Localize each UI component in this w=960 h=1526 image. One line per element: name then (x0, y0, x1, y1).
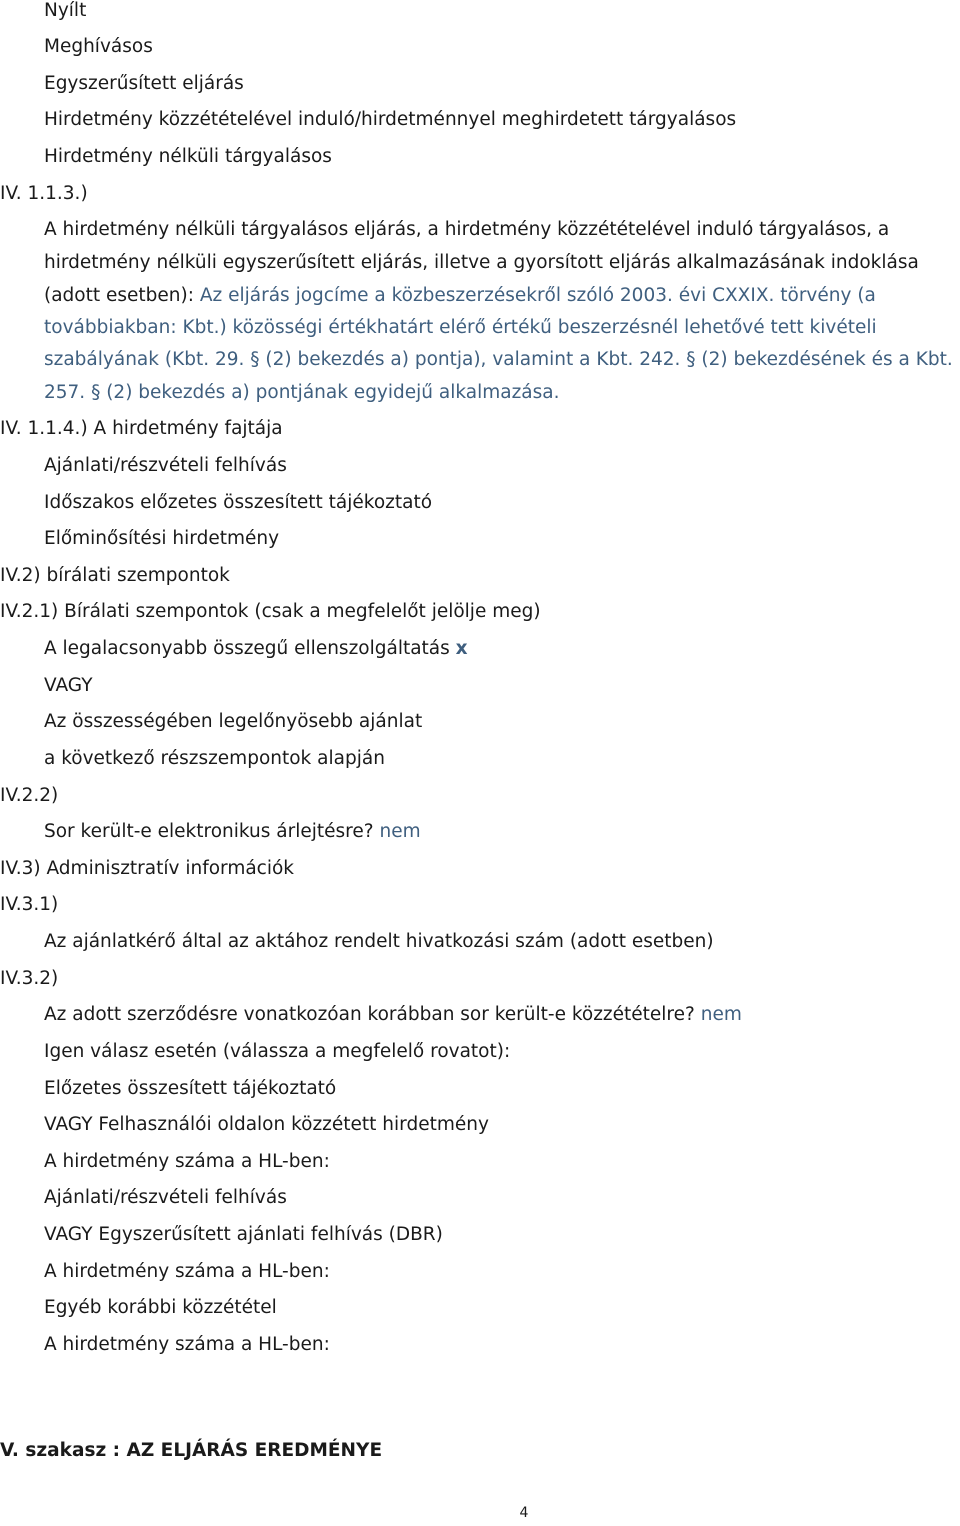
previous-publication-line: Előzetes összesített tájékoztató (44, 1078, 337, 1099)
criterion-lowest-price-label: A legalacsonyabb összegű ellenszolgáltatás (44, 638, 450, 659)
procedure-type-restricted: Meghívásos (44, 36, 153, 57)
section-v-heading: V. szakasz : AZ ELJÁRÁS EREDMÉNYE (0, 1440, 383, 1461)
procedure-type-simplified: Egyszerűsített eljárás (44, 73, 244, 94)
notice-type-item: Ajánlati/részvételi felhívás (44, 455, 287, 476)
section-label-iv-1-1-3: IV. 1.1.3.) (0, 183, 88, 204)
justification-question-line: hirdetmény nélküli egyszerűsített eljárás, illetve a gyorsított eljárás alkalmazásának indoklása (44, 252, 919, 273)
previous-publication-line: A hirdetmény száma a HL-ben: (44, 1261, 330, 1282)
criterion-lowest-price (44, 636, 468, 662)
notice-type-item: Előminősítési hirdetmény (44, 528, 280, 549)
section-label-iv-3-1: IV.3.1) (0, 894, 59, 915)
previous-publication-line: Egyéb korábbi közzététel (44, 1297, 277, 1318)
notice-type-item: Időszakos előzetes összesített tájékoztató (44, 492, 433, 513)
justification-answer-line: 257. § (2) bekezdés a) pontjának egyidejű alkalmazása. (44, 382, 560, 403)
section-label-iv-1-1-4: IV. 1.1.4.) A hirdetmény fajtája (0, 418, 283, 439)
justification-answer-line: Az eljárás jogcíme a közbeszerzésekről szóló 2003. évi CXXIX. törvény (a (199, 285, 876, 306)
or-separator: VAGY (44, 675, 93, 696)
criterion-selected-mark: x (455, 638, 468, 659)
justification-answer-line: továbbiakban: Kbt.) közösségi értékhatárt elérő értékű beszerzésnél lehetővé tett kivételi (44, 317, 877, 338)
previous-publication-line: Igen válasz esetén (válassza a megfelelő rovatot): (44, 1041, 511, 1062)
previous-publication-line: VAGY Felhasználói oldalon közzétett hirdetmény (44, 1114, 489, 1135)
previous-publication-line: VAGY Egyszerűsített ajánlati felhívás (DBR) (44, 1224, 443, 1245)
section-label-iv-2: IV.2) bírálati szempontok (0, 565, 230, 586)
previous-publication-line: A hirdetmény száma a HL-ben: (44, 1334, 330, 1355)
justification-question-line: A hirdetmény nélküli tárgyalásos eljárás, a hirdetmény közzétételével induló tárgyalásos, a (44, 219, 890, 240)
e-auction-answer: nem (379, 821, 421, 842)
procedure-type-negotiated-without-notice: Hirdetmény nélküli tárgyalásos (44, 146, 332, 167)
section-label-iv-2-1: IV.2.1) Bírálati szempontok (csak a megfelelőt jelölje meg) (0, 601, 541, 622)
page-number: 4 (519, 1505, 529, 1521)
section-label-iv-3-2: IV.3.2) (0, 968, 59, 989)
procedure-type-open: Nyílt (44, 0, 87, 21)
e-auction-question-text: Sor került-e elektronikus árlejtésre? (44, 821, 374, 842)
previous-publication-question (44, 1002, 742, 1028)
procedure-type-negotiated-with-notice: Hirdetmény közzétételével induló/hirdetménnyel meghirdetett tárgyalásos (44, 109, 737, 130)
e-auction-question (44, 819, 421, 845)
reference-number-text: Az ajánlatkérő által az aktához rendelt hivatkozási szám (adott esetben) (44, 931, 714, 952)
section-label-iv-2-2: IV.2.2) (0, 785, 59, 806)
justification-answer-line: szabályának (Kbt. 29. § (2) bekezdés a) pontja), valamint a Kbt. 242. § (2) bekezdésének és a Kbt. (44, 349, 953, 370)
previous-publication-line: A hirdetmény száma a HL-ben: (44, 1151, 330, 1172)
previous-publication-answer: nem (700, 1004, 742, 1025)
criterion-most-advantageous: Az összességében legelőnyösebb ajánlat (44, 711, 423, 732)
criterion-sub-criteria: a következő részszempontok alapján (44, 748, 385, 769)
previous-publication-line: Ajánlati/részvételi felhívás (44, 1187, 287, 1208)
previous-publication-question-text: Az adott szerződésre vonatkozóan korábban sor került-e közzétételre? (44, 1004, 695, 1025)
section-label-iv-3: IV.3) Adminisztratív információk (0, 858, 295, 879)
justification-question-tail: (adott esetben): (44, 285, 194, 306)
justification-question-line (44, 283, 876, 309)
